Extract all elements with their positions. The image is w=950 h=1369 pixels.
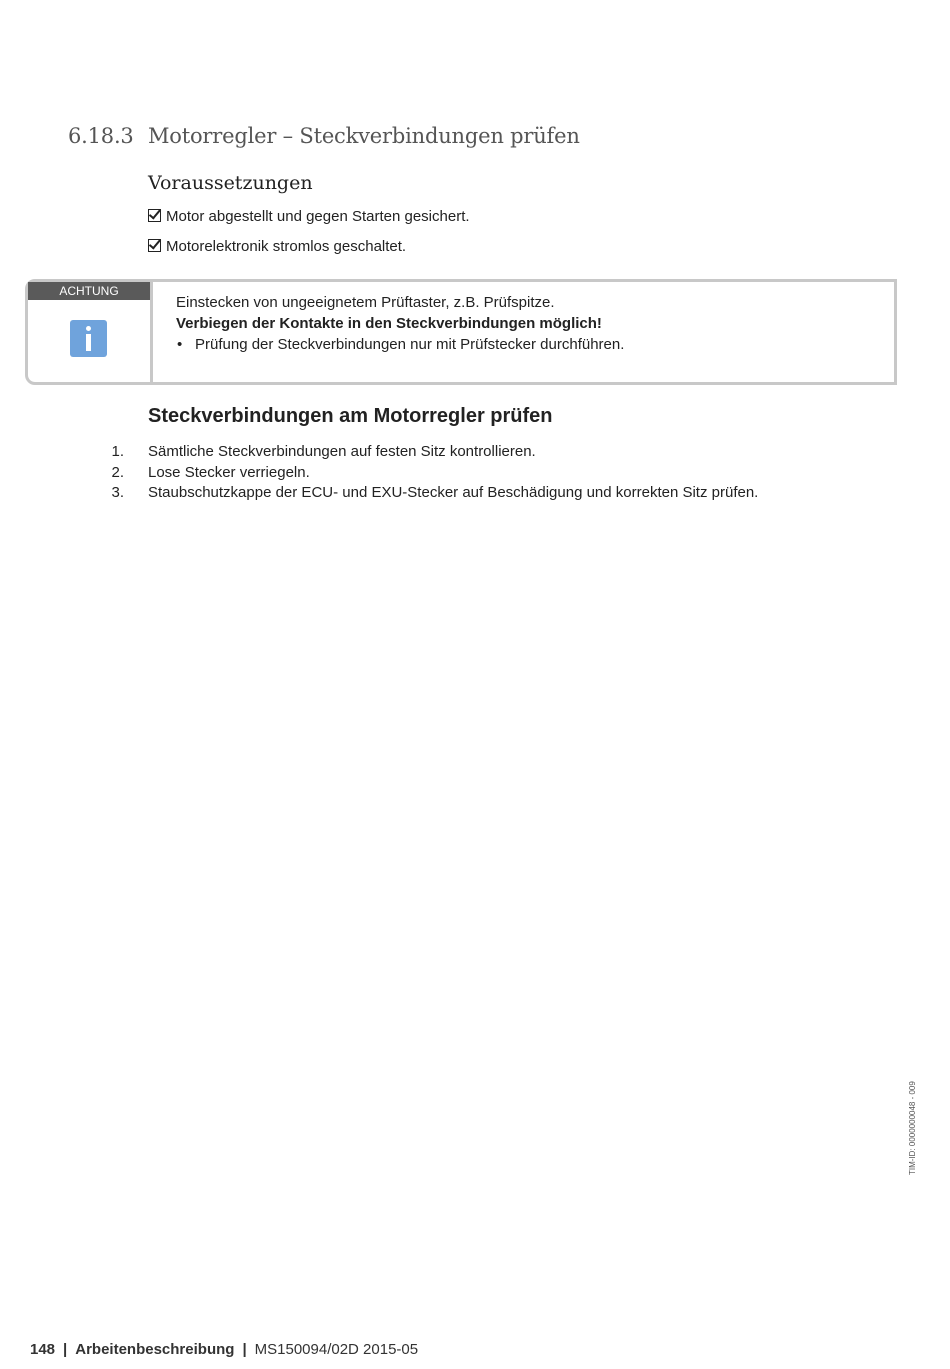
chapter-name: Arbeitenbeschreibung (75, 1341, 235, 1358)
step-text: Staubschutzkappe der ECU- und EXU-Stecker auf Beschädigung und korrekten Sitz prüfen. (148, 484, 759, 501)
notice-icon-column (28, 282, 153, 382)
checked-box-icon (148, 239, 161, 252)
section-heading: Motorregler – Steckverbindungen prüfen (148, 124, 580, 148)
step-number: 1. (111, 443, 124, 460)
prerequisite-item: Motorelektronik stromlos geschaltet. (148, 238, 406, 255)
notice-bullet: • Prüfung der Steckverbindungen nur mit Prüfstecker durchführen. (176, 334, 624, 355)
page-number: 148 (30, 1341, 56, 1358)
procedure-heading: Steckverbindungen am Motorregler prüfen (148, 405, 553, 427)
page-footer (30, 1341, 418, 1358)
checked-box-icon (148, 209, 161, 222)
prerequisite-item: Motor abgestellt und gegen Starten gesichert. (148, 208, 470, 225)
document-id: TIM-ID: 0000000048 - 009 (908, 1081, 917, 1175)
step-text: Lose Stecker verriegeln. (148, 463, 310, 481)
notice-line-1: Einstecken von ungeeignetem Prüftaster, z.B. Prüfspitze. (176, 294, 555, 311)
section-number: 6.18.3 (68, 124, 134, 148)
step-number: 3. (111, 484, 124, 501)
notice-box (25, 279, 897, 385)
step-number: 2. (111, 463, 124, 481)
section-title (68, 124, 580, 148)
document-reference: MS150094/02D 2015-05 (254, 1341, 419, 1358)
prerequisites-heading: Voraussetzungen (148, 172, 313, 194)
step-text: Sämtliche Steckverbindungen auf festen Sitz kontrollieren. (148, 443, 536, 460)
notice-text (176, 292, 624, 355)
notice-label: ACHTUNG (28, 282, 150, 300)
notice-line-2: Verbiegen der Kontakte in den Steckverbindungen möglich! (176, 315, 602, 332)
info-icon (70, 320, 107, 357)
footer-separator: | (63, 1341, 68, 1358)
footer-separator: | (242, 1341, 247, 1358)
